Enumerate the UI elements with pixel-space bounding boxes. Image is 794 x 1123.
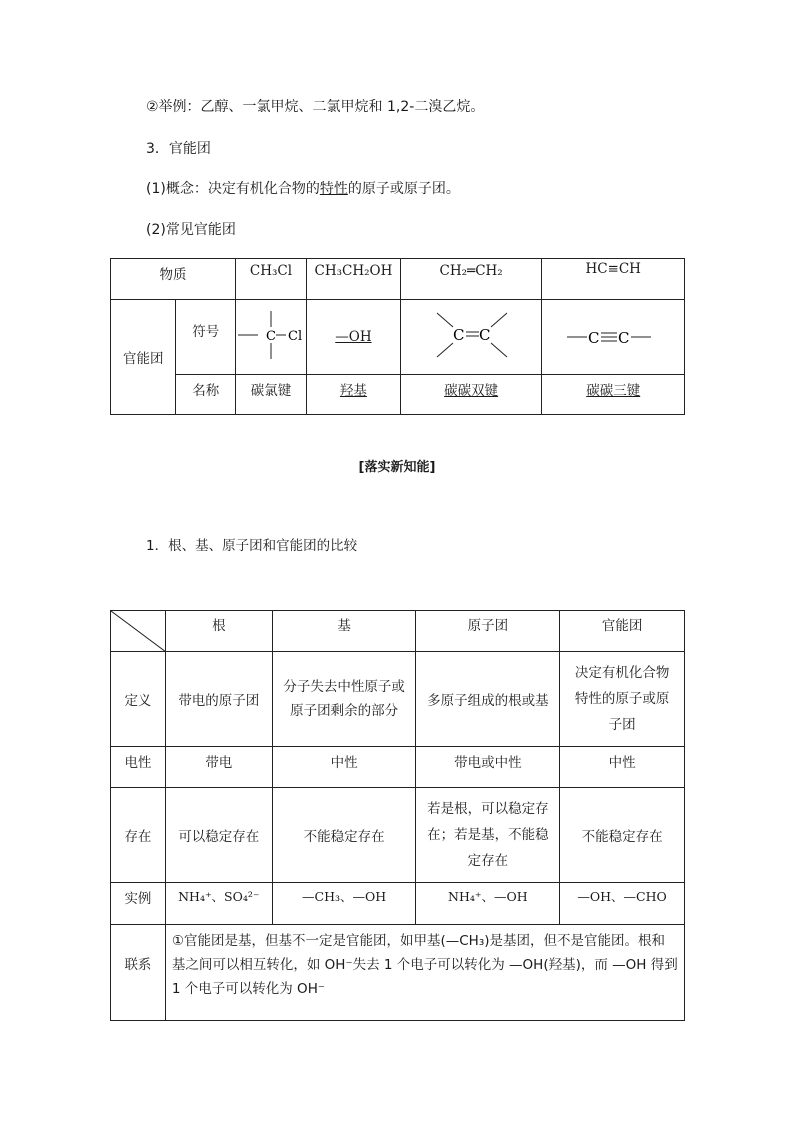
svg-text:C: C xyxy=(618,329,630,347)
row-label-relation: 联系 xyxy=(111,925,166,1021)
name-ccl: 碳氯键 xyxy=(236,375,307,415)
substance-ethanol: CH₃CH₂OH xyxy=(307,259,401,300)
comparison-title: 1．根、基、原子团和官能团的比较 xyxy=(146,538,358,554)
symbol-oh-text: —OH xyxy=(335,329,372,345)
charge-root: 带电 xyxy=(165,747,272,788)
exist-radical: 不能稳定存在 xyxy=(272,788,416,883)
example-atom-group: NH₄⁺、—OH xyxy=(416,883,560,925)
group-label: 官能团 xyxy=(111,300,176,415)
concept-suffix: 的原子或原子团。 xyxy=(347,181,460,197)
common-title: (2)常见官能团 xyxy=(146,222,236,238)
name-oh: 羟基 xyxy=(307,375,401,415)
svg-text:C: C xyxy=(453,326,465,344)
header-substance: 物质 xyxy=(111,259,236,300)
exist-root: 可以稳定存在 xyxy=(165,788,272,883)
substance-ch3cl: CH₃Cl xyxy=(236,259,307,300)
substance-ethylene: CH₂═CH₂ xyxy=(400,259,542,300)
row-label-definition: 定义 xyxy=(111,652,166,747)
functional-group-table xyxy=(110,258,685,415)
row-label-charge: 电性 xyxy=(111,747,166,788)
symbol-cc-double xyxy=(400,300,542,375)
substance-acetylene: HC≡CH xyxy=(542,259,685,300)
svg-text:C: C xyxy=(266,329,276,344)
def-radical: 分子失去中性原子或原子团剩余的部分 xyxy=(272,652,416,747)
row-label-existence: 存在 xyxy=(111,788,166,883)
header-atom-group: 原子团 xyxy=(416,611,560,652)
symbol-cc-triple xyxy=(542,300,685,375)
carbon-double-bond-structure xyxy=(421,307,521,367)
example-functional-group: —OH、—CHO xyxy=(560,883,685,925)
name-double: 碳碳双键 xyxy=(400,375,542,415)
symbol-oh xyxy=(307,300,401,375)
example-root: NH₄⁺、SO₄²⁻ xyxy=(165,883,272,925)
exist-atom-group: 若是根，可以稳定存在；若是基，不能稳定存在 xyxy=(416,788,560,883)
charge-atom-group: 带电或中性 xyxy=(416,747,560,788)
charge-functional-group: 中性 xyxy=(560,747,685,788)
header-radical: 基 xyxy=(272,611,416,652)
def-atom-group: 多原子组成的根或基 xyxy=(416,652,560,747)
svg-text:C: C xyxy=(588,329,600,347)
header-root: 根 xyxy=(165,611,272,652)
example-line: ②举例：乙醇、一氯甲烷、二氯甲烷和 1,2-二溴乙烷。 xyxy=(146,99,485,115)
svg-text:Cl: Cl xyxy=(288,329,303,344)
name-label: 名称 xyxy=(176,375,236,415)
def-root: 带电的原子团 xyxy=(165,652,272,747)
symbol-label: 符号 xyxy=(176,300,236,375)
symbol-ccl xyxy=(236,300,307,375)
comparison-table xyxy=(110,610,685,1021)
section3-title: 3．官能团 xyxy=(146,141,211,157)
diagonal-corner xyxy=(111,611,166,652)
diagonal-line xyxy=(111,611,166,652)
example-radical: —CH₃、—OH xyxy=(272,883,416,925)
concept-prefix: (1)概念：决定有机化合物的 xyxy=(146,181,320,197)
carbon-chlorine-structure xyxy=(236,307,306,367)
carbon-triple-bond-structure xyxy=(563,317,663,357)
name-triple: 碳碳三键 xyxy=(542,375,685,415)
row-label-example: 实例 xyxy=(111,883,166,925)
def-functional-group: 决定有机化合物特性的原子或原子团 xyxy=(560,652,685,747)
concept-line xyxy=(146,178,460,198)
relation-text: ①官能团是基，但基不一定是官能团，如甲基(—CH₃)是基团，但不是官能团。根和基之间可以相互转化，如 OH⁻失去 1 个电子可以转化为 —OH(羟基)，而 —OH 得到 1 个电子可以转化为 OH⁻ xyxy=(165,925,684,1021)
svg-text:C: C xyxy=(479,326,491,344)
section-banner: [落实新知能] xyxy=(358,460,436,475)
concept-underlined: 特性 xyxy=(319,181,348,197)
header-functional-group: 官能团 xyxy=(560,611,685,652)
exist-functional-group: 不能稳定存在 xyxy=(560,788,685,883)
charge-radical: 中性 xyxy=(272,747,416,788)
